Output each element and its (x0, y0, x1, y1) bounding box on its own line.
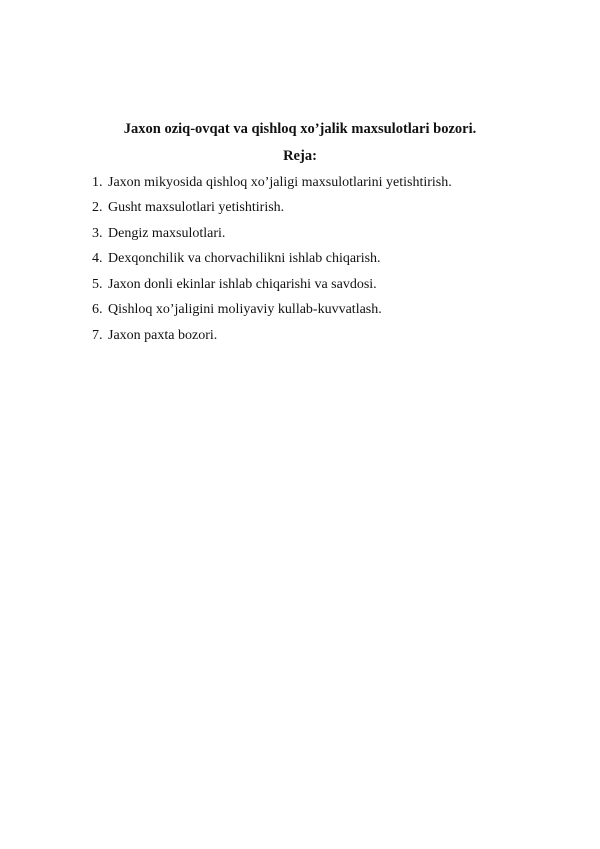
list-item-number: 3. (92, 225, 103, 241)
list-item-text: Qishloq xo’jaligini moliyaviy kullab-kuvvatlash. (108, 302, 382, 318)
list-item (92, 323, 452, 349)
list-item-number: 7. (92, 327, 103, 343)
list-item-number: 2. (92, 200, 103, 216)
list-item-number: 5. (92, 276, 103, 292)
list-item-number: 1. (92, 174, 103, 190)
list-item (92, 247, 452, 273)
list-item-text: Dexqonchilik va chorvachilikni ishlab chiqarish. (108, 251, 381, 267)
list-item-number: 4. (92, 251, 103, 267)
list-item-text: Jaxon donli ekinlar ishlab chiqarishi va savdosi. (108, 276, 377, 292)
list-item-text: Jaxon mikyosida qishloq xo’jaligi maxsulotlarini yetishtirish. (108, 174, 452, 190)
list-item (92, 298, 452, 324)
document-title: Jaxon oziq-ovqat va qishloq xo’jalik maxsulotlari bozori. (123, 121, 477, 137)
list-item (92, 196, 452, 222)
list-item-text: Dengiz maxsulotlari. (108, 225, 226, 241)
list-item (92, 221, 452, 247)
list-item-text: Jaxon paxta bozori. (108, 327, 218, 343)
list-item-number: 6. (92, 302, 103, 318)
list-item (92, 272, 452, 298)
plan-heading: Reja: (283, 148, 317, 164)
plan-list (92, 170, 452, 349)
list-item (92, 170, 452, 196)
list-item-text: Gusht maxsulotlari yetishtirish. (108, 200, 285, 216)
